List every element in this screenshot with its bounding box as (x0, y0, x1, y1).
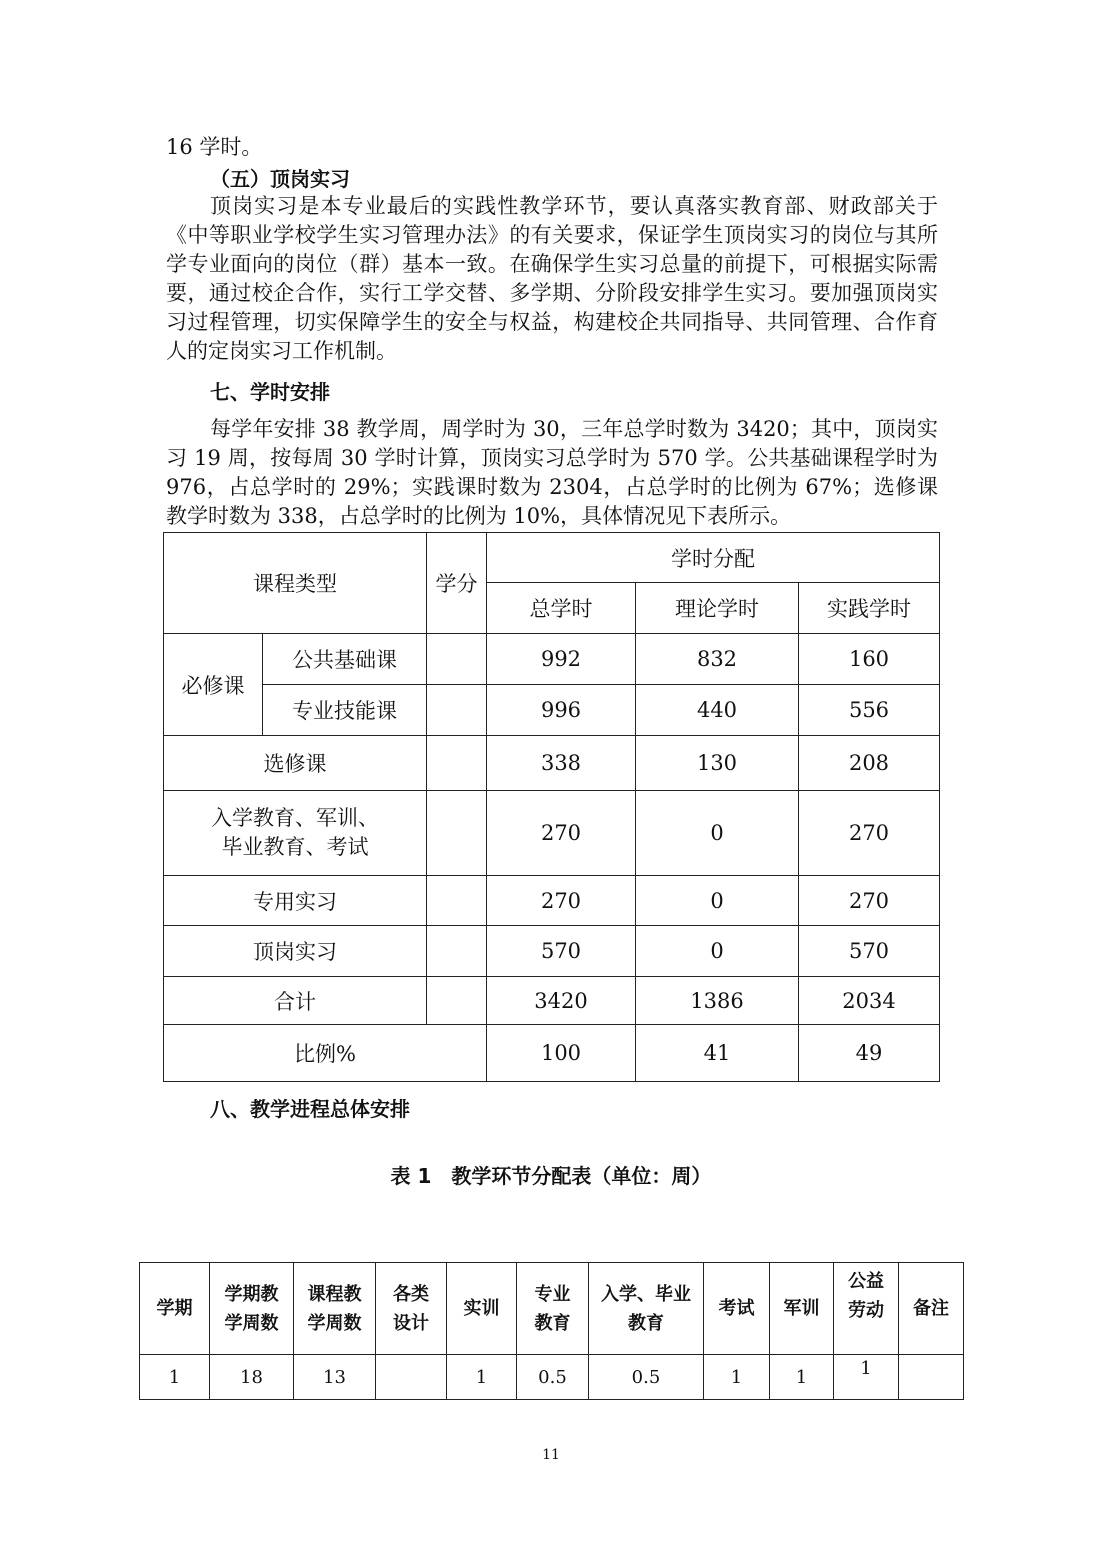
table-row (164, 736, 940, 791)
cell (899, 1355, 964, 1400)
ratio-name: 比例% (164, 1025, 487, 1082)
th-cell: 公益 劳动 (834, 1263, 899, 1355)
th-cell: 学期 (140, 1263, 210, 1355)
cell: 13 (294, 1355, 376, 1400)
row-theory: 440 (636, 685, 799, 736)
row-name (164, 791, 427, 876)
th-cell: 军训 (770, 1263, 834, 1355)
row-credit (427, 685, 487, 736)
row-total: 3420 (487, 977, 636, 1025)
header-theory: 理论学时 (636, 583, 799, 634)
section7-heading: 七、学时安排 (210, 380, 330, 404)
table-row (164, 634, 940, 685)
required-label: 必修课 (164, 634, 263, 736)
table-row (164, 1025, 940, 1082)
header-row (140, 1263, 964, 1355)
table1-caption: 表 1 教学环节分配表（单位：周） (390, 1164, 712, 1188)
header-practice: 实践学时 (799, 583, 940, 634)
row-theory: 832 (636, 634, 799, 685)
row-credit (427, 876, 487, 926)
th-cell: 学期教 学周数 (210, 1263, 294, 1355)
row-total: 270 (487, 876, 636, 926)
cell: 0.5 (517, 1355, 589, 1400)
row-practice: 270 (799, 876, 940, 926)
cell: 1 (834, 1355, 899, 1400)
ratio-total: 100 (487, 1025, 636, 1082)
cell: 0.5 (589, 1355, 704, 1400)
row-practice: 208 (799, 736, 940, 791)
row-theory: 0 (636, 926, 799, 977)
cell: 1 (704, 1355, 770, 1400)
row-credit (427, 736, 487, 791)
ratio-practice: 49 (799, 1025, 940, 1082)
row-total: 996 (487, 685, 636, 736)
row-total: 570 (487, 926, 636, 977)
row-credit (427, 634, 487, 685)
section7-paragraph: 每学年安排 38 教学周，周学时为 30，三年总学时数为 3420；其中，顶岗实习 19 周，按每周 30 学时计算，顶岗实习总学时为 570 学。公共基础课程学时为 976，占总学时的 29%；实践课时数为 2304，占总学时的比例为 67%；选修课教学时数为 338，占总学时的比例为 10%，具体情况见下表所示。 (166, 417, 938, 528)
row-credit (427, 791, 487, 876)
hours-table (163, 532, 940, 1082)
table-row (164, 791, 940, 876)
row-total: 992 (487, 634, 636, 685)
ratio-theory: 41 (636, 1025, 799, 1082)
section5-paragraph: 顶岗实习是本专业最后的实践性教学环节，要认真落实教育部、财政部关于《中等职业学校学生实习管理办法》的有关要求，保证学生顶岗实习的岗位与其所学专业面向的岗位（群）基本一致。在确保学生实习总量的前提下，可根据实际需要，通过校企合作，实行工学交替、多学期、分阶段安排学生实习。要加强顶岗实习过程管理，切实保障学生的安全与权益，构建校企共同指导、共同管理、合作育人的定岗实习工作机制。 (166, 194, 938, 363)
row-credit (427, 926, 487, 977)
row-name: 选修课 (164, 736, 427, 791)
row-practice: 556 (799, 685, 940, 736)
th-cell: 入学、毕业 教育 (589, 1263, 704, 1355)
cell: 1 (140, 1355, 210, 1400)
th-cell: 专业 教育 (517, 1263, 589, 1355)
row-theory: 1386 (636, 977, 799, 1025)
row-total: 338 (487, 736, 636, 791)
header-distribution: 学时分配 (487, 533, 940, 583)
row-total: 270 (487, 791, 636, 876)
row-theory: 130 (636, 736, 799, 791)
row-theory: 0 (636, 791, 799, 876)
table-row (140, 1355, 964, 1400)
cell: 1 (770, 1355, 834, 1400)
section8-heading: 八、教学进程总体安排 (210, 1097, 410, 1121)
row-practice: 160 (799, 634, 940, 685)
table-row (164, 685, 940, 736)
row-name: 公共基础课 (263, 634, 427, 685)
row-name: 专业技能课 (263, 685, 427, 736)
th-cell: 课程教 学周数 (294, 1263, 376, 1355)
row-name-line2: 毕业教育、考试 (221, 835, 369, 859)
section5-heading: （五）顶岗实习 (210, 167, 350, 191)
header-total: 总学时 (487, 583, 636, 634)
row-theory: 0 (636, 876, 799, 926)
row-practice: 570 (799, 926, 940, 977)
row-name: 合计 (164, 977, 427, 1025)
th-cell: 考试 (704, 1263, 770, 1355)
row-practice: 270 (799, 791, 940, 876)
header-course-type: 课程类型 (164, 533, 427, 634)
teaching-weeks-table (139, 1262, 964, 1400)
header-credit: 学分 (427, 533, 487, 634)
cell (376, 1355, 447, 1400)
table-row (164, 977, 940, 1025)
cell: 18 (210, 1355, 294, 1400)
th-cell: 实训 (447, 1263, 517, 1355)
row-name: 顶岗实习 (164, 926, 427, 977)
page-number: 11 (542, 1447, 560, 1463)
row-name-line1: 入学教育、军训、 (211, 806, 379, 830)
row-name: 专用实习 (164, 876, 427, 926)
row-credit (427, 977, 487, 1025)
row-practice: 2034 (799, 977, 940, 1025)
table-row (164, 926, 940, 977)
table-row (164, 876, 940, 926)
cell: 1 (447, 1355, 517, 1400)
th-cell: 各类 设计 (376, 1263, 447, 1355)
th-cell: 备注 (899, 1263, 964, 1355)
top-line: 16 学时。 (166, 135, 263, 159)
